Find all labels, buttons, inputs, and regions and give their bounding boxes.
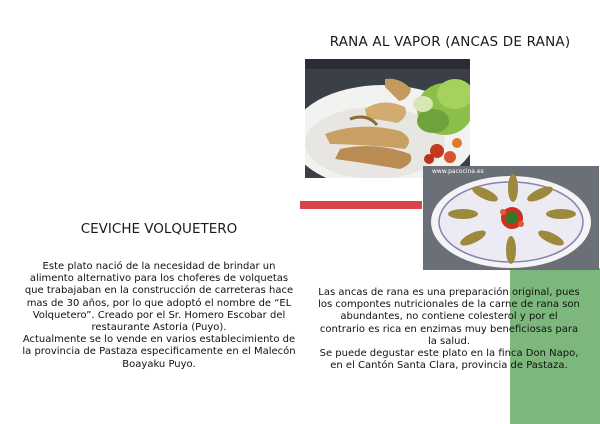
rana-description (318, 287, 580, 372)
ceviche-paragraph-2: Actualmente se lo vende en varios establecimiento de la provincia de Pastaza especificamente en el Malecón Boayaku Puyo. (22, 334, 296, 370)
ceviche-description (20, 261, 298, 371)
ceviche-title: CEVICHE VOLQUETERO (80, 221, 238, 237)
frog-legs-plate-photo (423, 166, 599, 270)
rana-title: RANA AL VAPOR (ANCAS DE RANA) (329, 34, 571, 50)
ceviche-paragraph-1: Este plato nació de la necesidad de brindar un alimento alternativo para los choferes de volquetas que trabajaban en la construcción de carreteras hace mas de 30 años, por lo que adoptó el nombre de “EL Volquetero”. Creado por el Sr. Homero Escobar del restaurante Astoria (Puyo). (24, 261, 294, 334)
frog-legs-salad-photo (305, 59, 470, 178)
rana-paragraph-1: Las ancas de rana es una preparación original, pues los compontes nutricionales de la carne de rana son abundantes, no contiene colesterol y por el contrario es rica en enzimas muy beneficiosas para la salud. (318, 287, 580, 347)
photo-watermark: www.pacocina.es (432, 168, 484, 175)
red-accent-bar (300, 201, 422, 209)
rana-paragraph-2: Se puede degustar este plato en la finca Don Napo, en el Cantón Santa Clara, provincia de Pastaza. (319, 348, 579, 372)
